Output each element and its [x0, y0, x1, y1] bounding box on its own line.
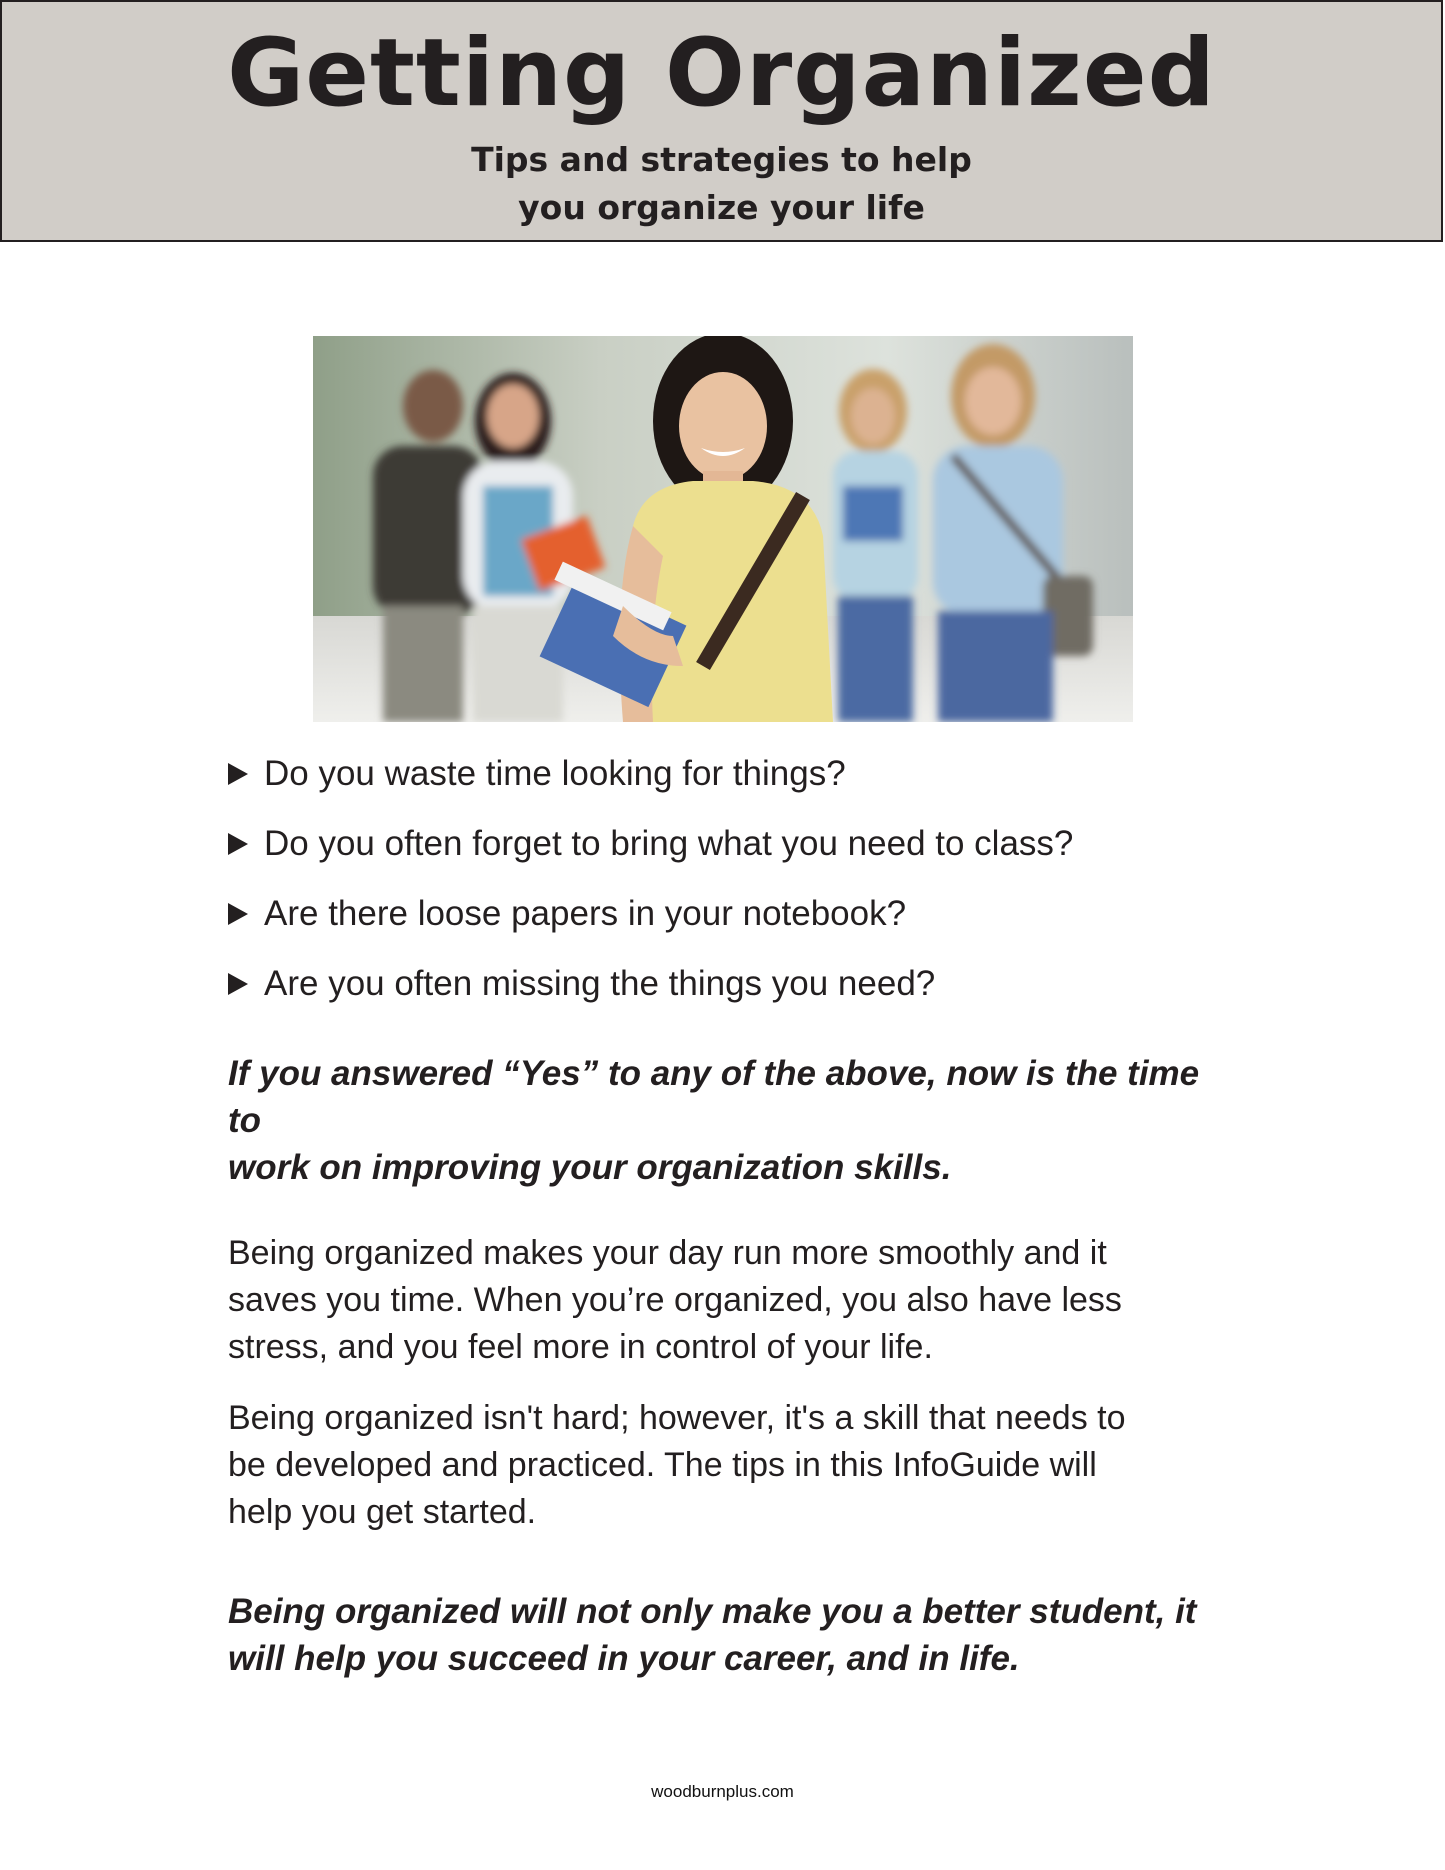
paragraph-line: Being organized isn't hard; however, it's a skill that needs to	[228, 1399, 1126, 1437]
list-item	[228, 892, 1228, 936]
subtitle-line: you organize your life	[518, 188, 925, 227]
paragraph-line: be developed and practiced. The tips in this InfoGuide will	[228, 1446, 1097, 1484]
page-subtitle	[2, 136, 1441, 232]
question-text: Do you waste time looking for things?	[264, 754, 846, 793]
callout-line: work on improving your organization skills.	[228, 1148, 952, 1187]
header-banner	[0, 0, 1443, 242]
subtitle-line: Tips and strategies to help	[471, 140, 972, 179]
closing-line: Being organized will not only make you a better student, it	[228, 1592, 1197, 1631]
footer-site: woodburnplus.com	[651, 1782, 794, 1801]
callout-line: If you answered “Yes” to any of the above, now is the time to	[228, 1054, 1200, 1140]
closing-text	[228, 1588, 1228, 1682]
question-list	[228, 752, 1228, 1032]
question-text: Do you often forget to bring what you need to class?	[264, 824, 1074, 863]
body-paragraph	[228, 1395, 1228, 1536]
list-item	[228, 822, 1228, 866]
list-item	[228, 752, 1228, 796]
triangle-bullet-icon	[228, 763, 248, 785]
students-photo	[313, 336, 1133, 722]
paragraph-line: saves you time. When you’re organized, you also have less	[228, 1281, 1122, 1319]
page-title: Getting Organized	[227, 19, 1216, 128]
triangle-bullet-icon	[228, 903, 248, 925]
question-text: Are you often missing the things you need?	[264, 964, 936, 1003]
paragraph-line: stress, and you feel more in control of your life.	[228, 1328, 933, 1366]
triangle-bullet-icon	[228, 833, 248, 855]
paragraph-line: Being organized makes your day run more smoothly and it	[228, 1234, 1107, 1272]
question-text: Are there loose papers in your notebook?	[264, 894, 907, 933]
callout-text	[228, 1050, 1228, 1191]
triangle-bullet-icon	[228, 973, 248, 995]
closing-line: will help you succeed in your career, and in life.	[228, 1639, 1020, 1678]
list-item	[228, 962, 1228, 1006]
body-paragraph	[228, 1230, 1228, 1371]
paragraph-line: help you get started.	[228, 1493, 537, 1531]
